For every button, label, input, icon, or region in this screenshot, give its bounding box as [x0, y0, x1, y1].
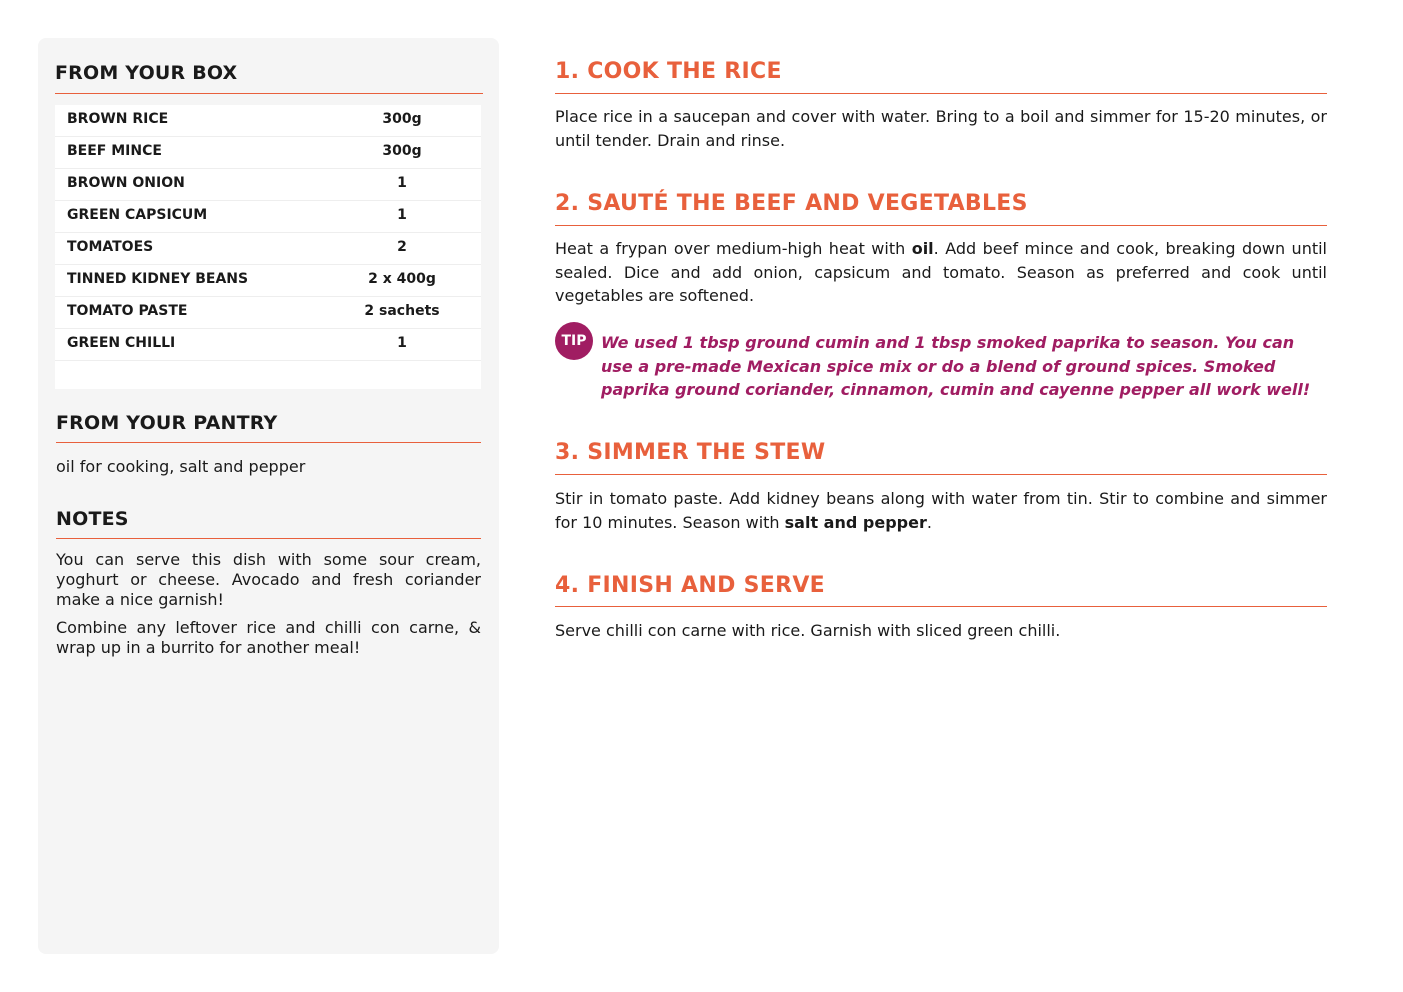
ingredient-name: BROWN ONION — [67, 175, 185, 191]
ingredient-name: BROWN RICE — [67, 111, 169, 127]
ingredient-row — [55, 265, 481, 297]
ingredient-name: GREEN CAPSICUM — [67, 207, 208, 223]
step-1-title: 1. COOK THE RICE — [555, 59, 782, 84]
step-2-title: 2. SAUTÉ THE BEEF AND VEGETABLES — [555, 191, 1028, 216]
step-divider — [555, 606, 1327, 607]
ingredient-row — [55, 201, 481, 233]
ingredient-row — [55, 137, 481, 169]
from-your-pantry-title: FROM YOUR PANTRY — [56, 412, 278, 434]
ingredient-qty: 1 — [397, 335, 407, 351]
step-divider — [555, 225, 1327, 226]
ingredient-name: TOMATOES — [67, 239, 154, 255]
section-divider — [56, 442, 481, 443]
step-2-text: Heat a frypan over medium-high heat with oil. Add beef mince and cook, breaking down until sealed. Dice and add onion, capsicum and tomato. Season as preferred and cook until vegetables are softened. — [555, 239, 1327, 305]
from-your-box-title: FROM YOUR BOX — [55, 62, 238, 84]
step-3-title: 3. SIMMER THE STEW — [555, 440, 826, 465]
notes-title: NOTES — [56, 508, 129, 530]
section-divider — [56, 538, 481, 539]
ingredient-row — [55, 233, 481, 265]
ingredient-row — [55, 169, 481, 201]
ingredient-row — [55, 329, 481, 361]
step-3-text: Stir in tomato paste. Add kidney beans along with water from tin. Stir to combine and simmer for 10 minutes. Season with salt and pepper. — [555, 489, 1327, 532]
tip-text: We used 1 tbsp ground cumin and 1 tbsp smoked paprika to season. You can use a pre-made Mexican spice mix or do a blend of ground spices. Smoked paprika ground coriander, cinnamon, cumin and cayenne pepper all work well! — [601, 333, 1311, 399]
ingredient-qty: 2 sachets — [364, 303, 440, 319]
tip-badge: TIP — [555, 322, 593, 360]
notes-paragraph: Combine any leftover rice and chilli con carne, & wrap up in a burrito for another meal! — [56, 618, 481, 657]
ingredient-name: GREEN CHILLI — [67, 335, 176, 351]
ingredient-qty: 2 x 400g — [368, 271, 436, 287]
step-divider — [555, 93, 1327, 94]
ingredient-qty: 1 — [397, 207, 407, 223]
ingredient-name: TOMATO PASTE — [67, 303, 188, 319]
ingredient-qty: 300g — [382, 143, 422, 159]
step-4-title: 4. FINISH AND SERVE — [555, 573, 825, 598]
ingredient-qty: 300g — [382, 111, 422, 127]
ingredient-row — [55, 105, 481, 137]
ingredient-qty: 1 — [397, 175, 407, 191]
ingredient-name: BEEF MINCE — [67, 143, 162, 159]
step-4-text: Serve chilli con carne with rice. Garnish with sliced green chilli. — [555, 621, 1061, 640]
highlight-oil: oil — [911, 239, 934, 258]
section-divider — [55, 93, 483, 94]
highlight-salt-pepper: salt and pepper — [784, 512, 927, 532]
step-divider — [555, 474, 1327, 475]
ingredient-name: TINNED KIDNEY BEANS — [67, 271, 249, 287]
step-1-text: Place rice in a saucepan and cover with water. Bring to a boil and simmer for 15-20 minutes, or until tender. Drain and rinse. — [555, 107, 1327, 150]
ingredients-table — [55, 105, 481, 389]
notes-paragraph: You can serve this dish with some sour cream, yoghurt or cheese. Avocado and fresh coriander make a nice garnish! — [56, 550, 481, 609]
pantry-text: oil for cooking, salt and pepper — [56, 457, 306, 476]
ingredient-row — [55, 297, 481, 329]
ingredient-qty: 2 — [397, 239, 407, 255]
